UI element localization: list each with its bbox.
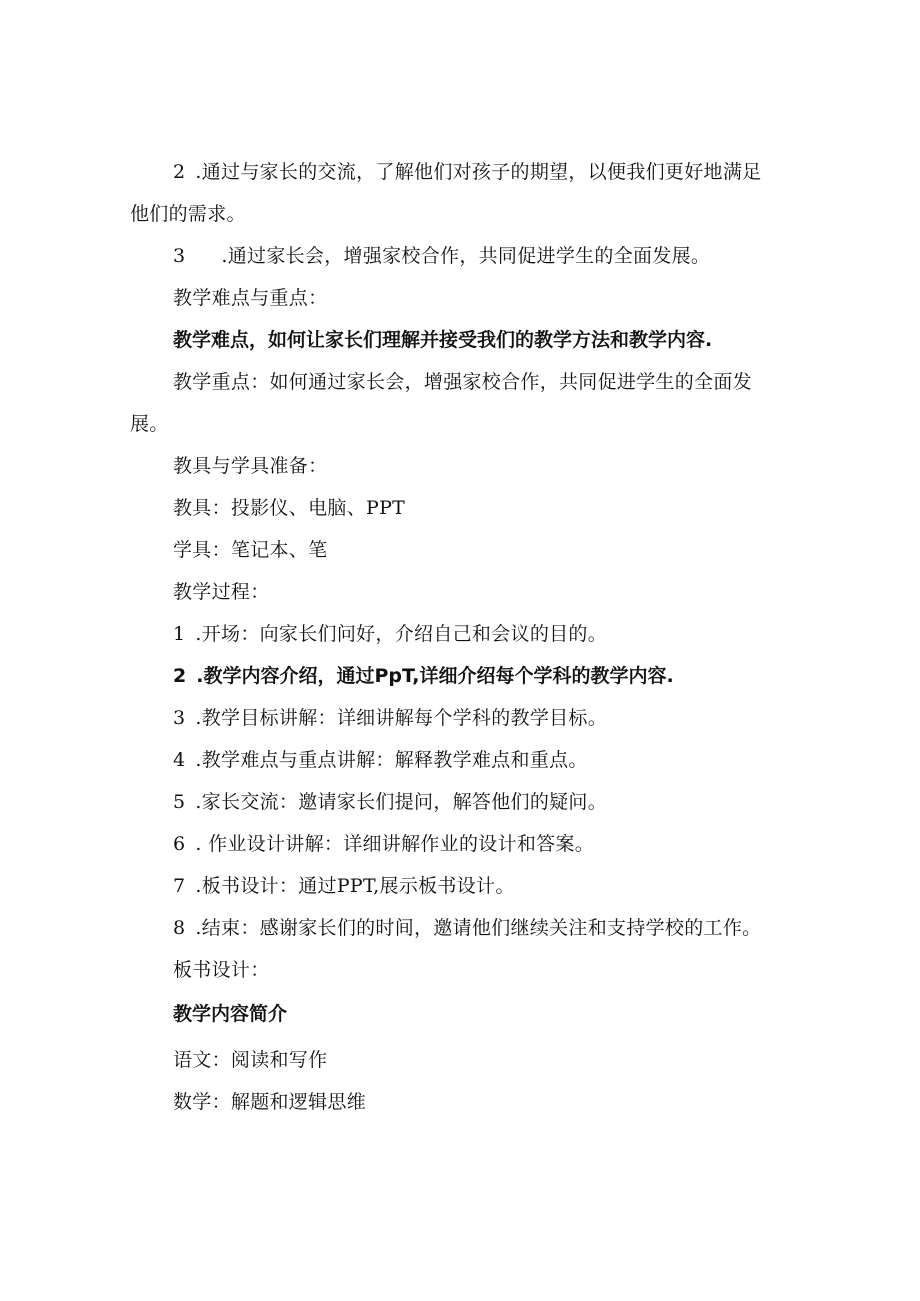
process-item-1: [173, 622, 607, 646]
process-item-number: 7: [173, 875, 186, 897]
process-item-number: 4: [173, 749, 186, 771]
process-item-number: 5: [173, 791, 186, 813]
focus-text: 教学重点：如何通过家长会，增强家校合作，共同促进学生的全面发: [173, 371, 753, 393]
goal-item-3-text: .通过家长会，增强家校合作，共同促进学生的全面发展。: [221, 245, 711, 267]
process-item-text: .结束：感谢家长们的时间，邀请他们继续关注和支持学校的工作。: [195, 917, 762, 939]
goal-item-2-continuation: 他们的需求。: [130, 203, 246, 225]
process-item-6: [173, 832, 594, 856]
learning-aids: 学具：笔记本、笔: [173, 539, 328, 561]
process-item-number: 1: [173, 623, 186, 645]
goal-item-3: [173, 244, 710, 268]
board-item-chinese: 语文：阅读和写作: [173, 1049, 328, 1071]
process-item-8: [173, 916, 761, 940]
process-item-number: 6: [173, 833, 186, 855]
goal-item-3-number: 3: [173, 245, 186, 267]
process-item-text: .教学难点与重点讲解：解释教学难点和重点。: [195, 749, 588, 771]
process-item-text: .开场：向家长们问好，介绍自己和会议的目的。: [195, 623, 608, 645]
process-item-5: [173, 790, 607, 814]
difficulty-heading: 教学难点与重点：: [173, 287, 328, 309]
materials-heading: 教具与学具准备：: [173, 455, 328, 477]
goal-item-2-text: .通过与家长的交流，了解他们对孩子的期望，以便我们更好地满足: [195, 161, 762, 183]
goal-item-2-number: 2: [173, 161, 186, 183]
process-item-text: .板书设计：通过PPT,展示板书设计。: [195, 875, 515, 897]
process-item-2: [173, 664, 674, 688]
focus-text-continuation: 展。: [130, 413, 169, 435]
process-item-text: .教学目标讲解：详细讲解每个学科的教学目标。: [195, 707, 608, 729]
process-item-number: 8: [173, 917, 186, 939]
goal-item-2: [173, 160, 761, 184]
process-item-text: .家长交流：邀请家长们提问，解答他们的疑问。: [195, 791, 608, 813]
process-item-7: [173, 874, 515, 898]
process-item-number: 3: [173, 707, 186, 729]
process-item-number: 2: [173, 665, 187, 687]
process-item-4: [173, 748, 588, 772]
process-item-text: . 作业设计讲解：详细讲解作业的设计和答案。: [195, 833, 595, 855]
difficulty-text: 教学难点，如何让家长们理解并接受我们的教学方法和教学内容.: [173, 329, 713, 351]
teaching-aids: 教具：投影仪、电脑、PPT: [173, 497, 406, 519]
process-item-text: .教学内容介绍，通过PpT,详细介绍每个学科的教学内容.: [196, 665, 674, 687]
board-item-math: 数学：解题和逻辑思维: [173, 1091, 367, 1113]
process-item-3: [173, 706, 607, 730]
board-heading: 板书设计：: [173, 959, 270, 981]
process-heading: 教学过程：: [173, 581, 270, 603]
board-title: 教学内容简介: [173, 1003, 288, 1025]
